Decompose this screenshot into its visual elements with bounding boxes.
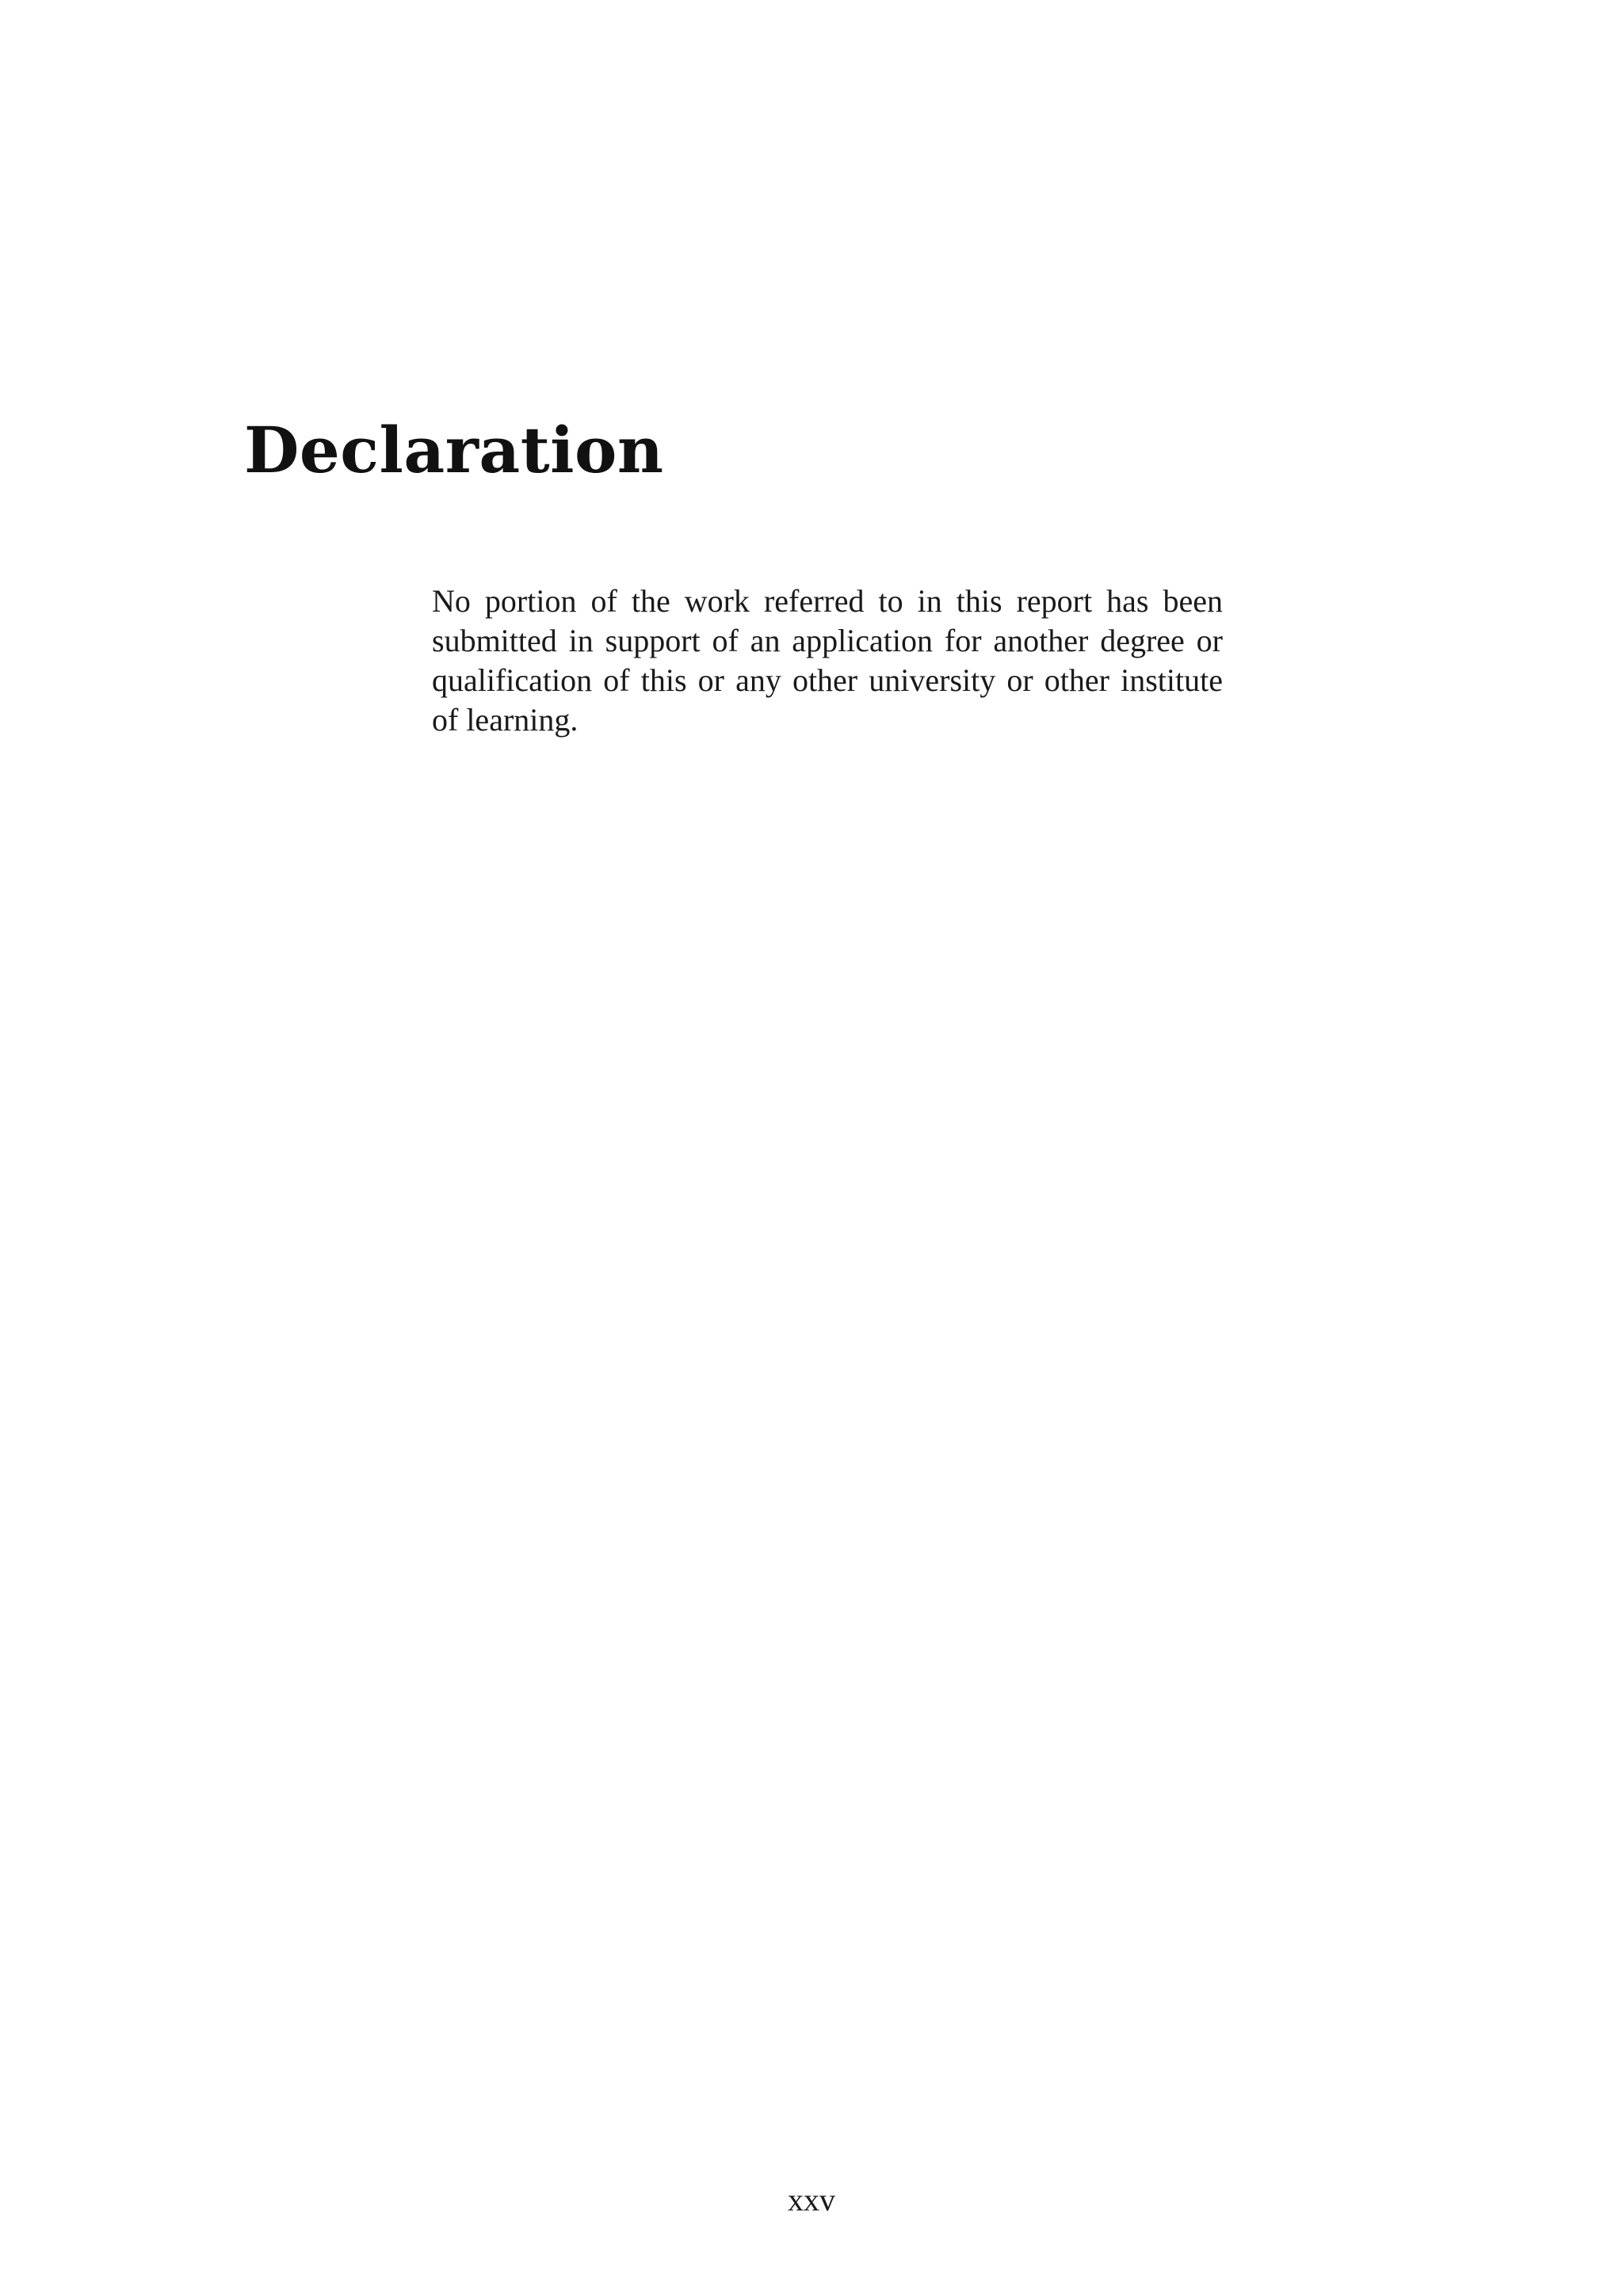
- page-number: xxv: [788, 2182, 835, 2218]
- chapter-title: Declaration: [244, 413, 664, 487]
- declaration-text: No portion of the work referred to in this report has been submitted in support of an application for another degree or qualification of this or any other university or other institute of learning.: [432, 583, 1223, 738]
